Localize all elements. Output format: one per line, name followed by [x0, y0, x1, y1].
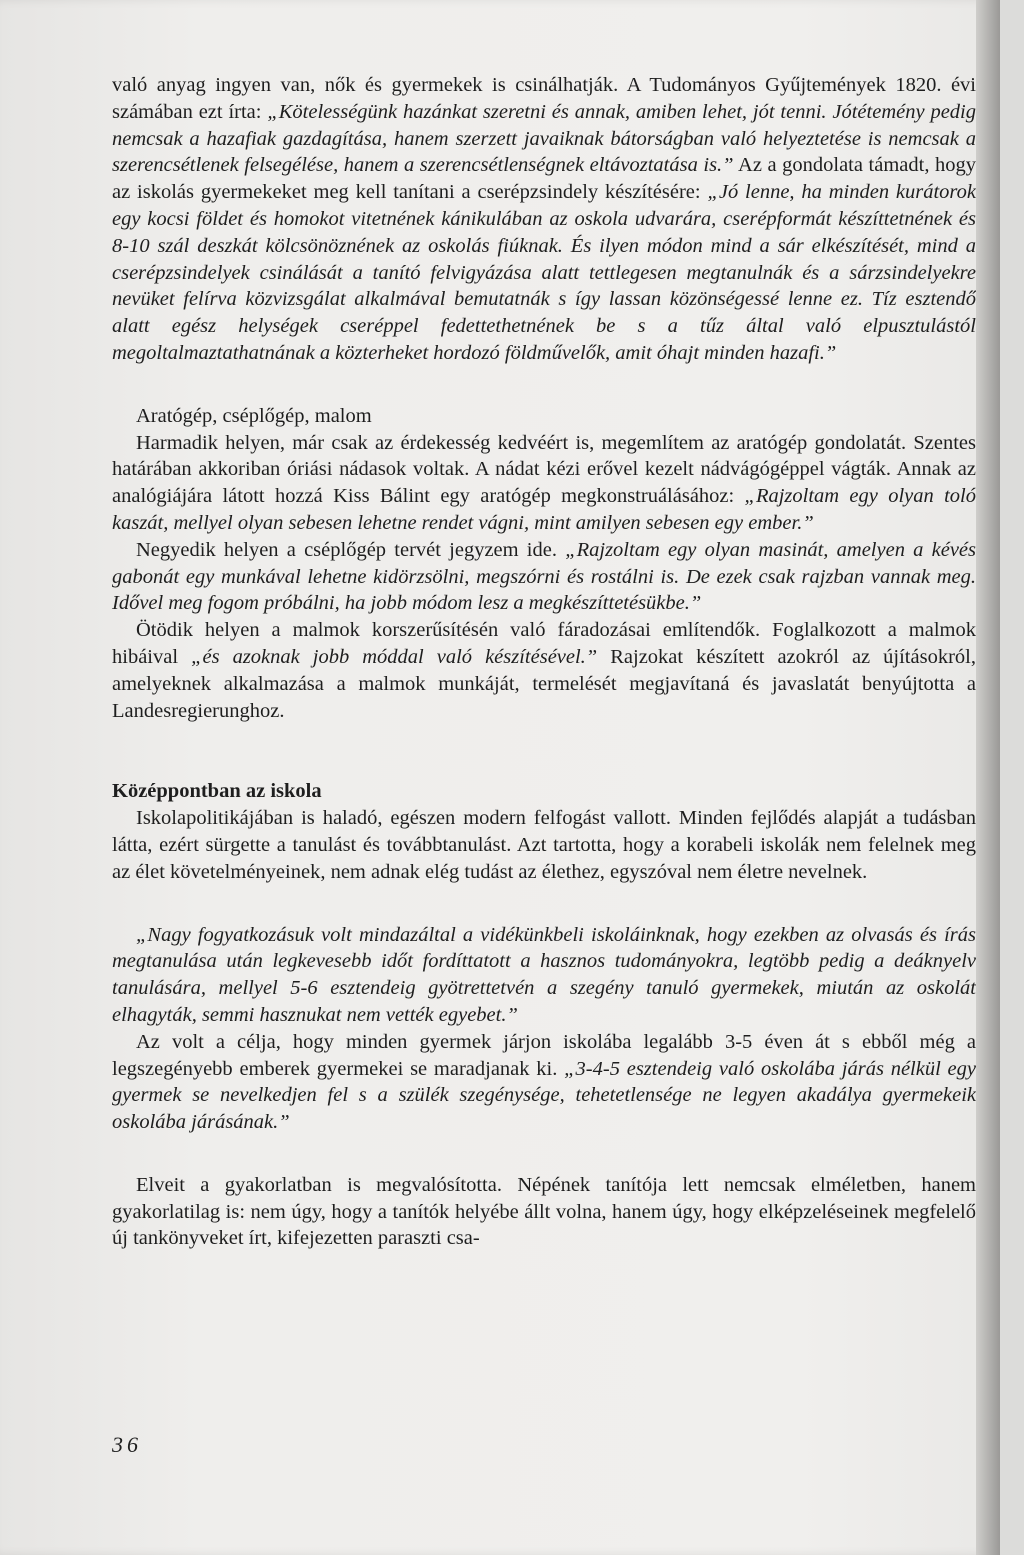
paragraph-8: Elveit a gyakorlatban is megvalósította. Népének tanítója lett nemcsak elméletben, hanem gyakorlatilag is: nem úgy, hogy a tanítók helyébe állt volna, hanem úgy, hogy elképzeléseinek megfelelő új tankönyveket írt, kifejezetten paraszti csa-: [112, 1173, 976, 1250]
page-number: 36: [112, 1432, 142, 1457]
quote: „Rajzoltam egy olyan masinát, amelyen a kévés gabonát egy munkával lehetne kidörzsölni, megszórni és rostálni is. De ezek csak rajzban vannak meg. Idővel meg fogom próbálni, ha jobb módom lesz a megkészíttetésükbe.”: [112, 538, 976, 615]
text-run: Harmadik helyen, már csak az érdekesség kedvéért is, megemlítem az aratógép gondolatát. Szentes határában akkoriban óriási nádasok voltak. A nádat kézi erővel kezelt nádvágógéppel vágták. Annak az analógiájára látott hozzá Kiss Bálint egy aratógép megkonstruálásához:: [112, 431, 976, 508]
paragraph-6-quote: [112, 922, 976, 1029]
quote: „Rajzoltam egy olyan toló kaszát, mellyel olyan sebesen lehetne rendet vágni, mint amilyen sebesen egy ember.”: [112, 485, 976, 534]
quote: „Nagy fogyatkozásuk volt mindazáltal a vidékünkbeli iskoláinknak, hogy ezekben az olvasás és írás megtanulása után legkevesebb időt fordíttatott a hasznos tudományokra, legtöbb pedig a deáknyelv tanulására, mellyel 5-6 esztendeig gyötrettetvén a szegény tanuló gyermekek, miután az oskolát elhagyták, semmi hasznukat nem vették egyebet.”: [112, 923, 976, 1026]
paragraph-7: [112, 1029, 976, 1136]
paragraph-4: [112, 617, 976, 724]
paragraph-5: Iskolapolitikájában is haladó, egészen modern felfogást vallott. Minden fejlődés alapját a tudásban látta, ezért sürgette a tanulást és továbbtanulást. Azt tartotta, hogy a korabeli iskolák nem felelnek meg az élet követelményeinek, nem adnak elég tudást az élethez, egyszóval nem életre nevelnek.: [112, 807, 976, 883]
page-text: [112, 72, 976, 1252]
quote: „Jó lenne, ha minden kurátorok egy kocsi földet és homokot vitetnének kánikulában az oskola udvarára, cserépformát készíttetnének és 8-10 szál deszkát kölcsönöznének az oskolás fiúknak. És ilyen módon mind a sár elkészítését, mind a cserépzsindelyek csinálását a tanító felvigyázása alatt tettlegesen megtanulnák és a sárzsindelyekre nevüket felírva közvizsgálat alkalmával bemutatnák s így lassan közönségessé lenne ez. Tíz esztendő alatt egész helységek cseréppel fedettethetnének be s a tűz által való elpusztulástól megoltalmaztathatnának a közterheket hordozó földművelők, amit óhajt minden hazafi.”: [112, 181, 976, 364]
text-run: Az a gondolata támadt, hogy az iskolás gyermekeket meg kell tanítani a cserépzsindely készítésére:: [112, 154, 976, 204]
text-run: Ötödik helyen a malmok korszerűsítésén való fáradozásai említendők. Foglalkozott a malmok hibáival: [112, 619, 976, 668]
paragraph-2: [112, 430, 976, 537]
quote: „3-4-5 esztendeig való oskolába járás nélkül egy gyermek se nevelkedjen fel s a szülék szegénysége, tehetetlensége ne legyen akadálya gyermekeik oskolába járásának.”: [112, 1057, 976, 1134]
text-run: való anyag ingyen van, nők és gyermekek is csinálhatják. A Tudományos Gyűjtemények 1820. évi számában ezt írta:: [112, 74, 976, 123]
quote: „Kötelességünk hazánkat szeretni és annak, amiben lehet, jót tenni. Jótétemény pedig nemcsak a hazafiak gazdagítása, hanem szerzett javaiknak bátorságban való helyeztetése is nemcsak a szerencsétlenek felsegélése, hanem a szerencsétlenségnek eltávoztatása is.”: [112, 100, 976, 177]
text-run: Az volt a célja, hogy minden gyermek járjon iskolába legalább 3-5 éven át s ebből még a legszegényebb emberek gyermekei se maradjanak ki.: [112, 1030, 976, 1080]
subheading-aratogep: Aratógép, cséplőgép, malom: [136, 404, 372, 427]
paragraph-1: [112, 72, 976, 367]
text-run: Negyedik helyen a cséplőgép tervét jegyzem ide.: [136, 538, 566, 561]
section-heading: Középpontban az iskola: [112, 780, 322, 803]
quote: „és azoknak jobb móddal való készítésével.”: [191, 645, 598, 668]
page-edge-shadow: [976, 0, 1000, 1555]
text-run: Rajzokat készített azokról az újításokról, amelyeknek alkalmazása a malmok munkáját, termelését megjavítaná és javaslatát benyújtotta a Landesregierunghoz.: [112, 645, 976, 722]
paragraph-3: [112, 537, 976, 617]
